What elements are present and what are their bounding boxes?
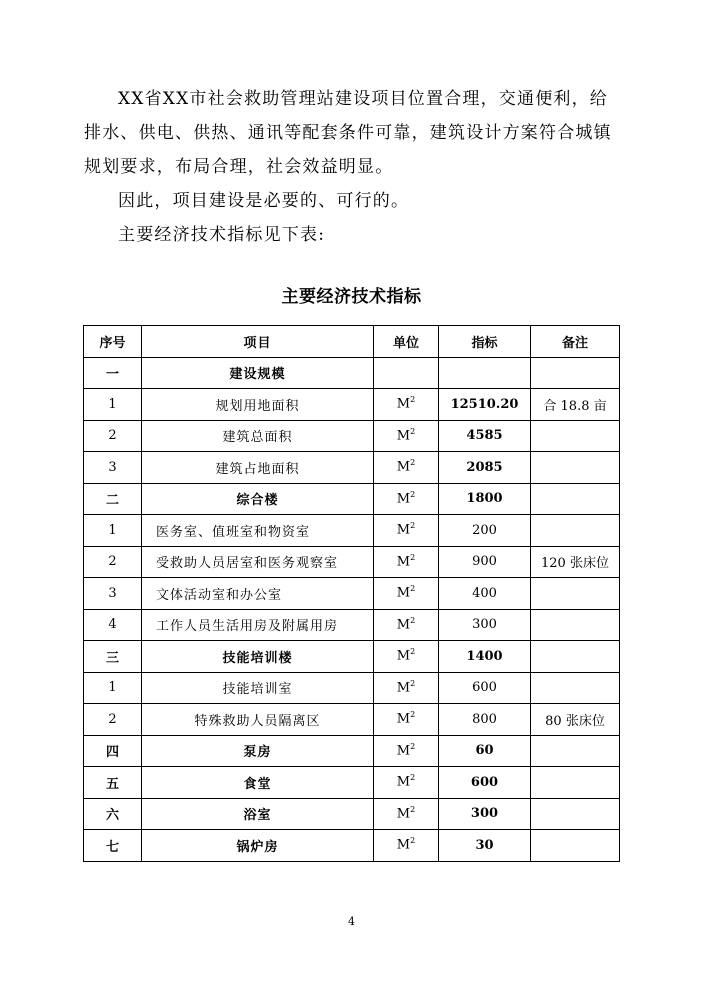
cell-unit <box>374 389 439 421</box>
cell-item: 建设规模 <box>142 357 374 389</box>
table-row <box>84 389 620 421</box>
unit-symbol: M <box>396 553 411 569</box>
cell-value: 200 <box>439 515 531 547</box>
unit-superscript: 2 <box>410 426 416 436</box>
indicators-table <box>83 325 620 862</box>
cell-note <box>531 609 620 641</box>
cell-note: 合 18.8 亩 <box>531 389 620 421</box>
unit-symbol: M <box>396 427 411 443</box>
header-value: 指标 <box>439 326 531 358</box>
cell-unit <box>374 357 439 389</box>
unit-symbol: M <box>396 805 411 821</box>
cell-unit <box>374 704 439 736</box>
unit-superscript: 2 <box>410 521 416 530</box>
cell-unit <box>374 483 439 515</box>
cell-value: 600 <box>439 767 531 799</box>
cell-no: 1 <box>84 672 142 704</box>
unit-symbol: M <box>396 616 411 632</box>
paragraph-conclusion: XX省XX市社会救助管理站建设项目位置合理，交通便利，给排水、供电、供热、通讯等配套条件可靠，建筑设计方案符合城镇规划要求，布局合理，社会效益明显。 <box>84 89 612 177</box>
cell-item: 医务室、值班室和物资室 <box>142 515 374 547</box>
unit-symbol: M <box>396 679 411 695</box>
cell-note <box>531 357 620 389</box>
unit-symbol: M <box>396 742 411 758</box>
cell-no: 1 <box>84 389 142 421</box>
cell-unit <box>374 420 439 452</box>
cell-value: 1400 <box>439 641 531 673</box>
unit-superscript: 2 <box>410 741 416 751</box>
unit-superscript: 2 <box>410 836 416 845</box>
table-row <box>84 830 620 862</box>
table-row <box>84 483 620 515</box>
table-row <box>84 609 620 641</box>
cell-item: 综合楼 <box>142 483 374 515</box>
cell-no: 一 <box>84 357 142 389</box>
cell-value: 900 <box>439 546 531 578</box>
cell-item: 技能培训室 <box>142 672 374 704</box>
table-row <box>84 641 620 673</box>
table-row <box>84 546 620 578</box>
cell-unit <box>374 767 439 799</box>
cell-item: 建筑占地面积 <box>142 452 374 484</box>
cell-no: 三 <box>84 641 142 673</box>
cell-item: 建筑总面积 <box>142 420 374 452</box>
cell-note: 120 张床位 <box>531 546 620 578</box>
cell-note <box>531 767 620 799</box>
cell-value <box>439 357 531 389</box>
table-row <box>84 578 620 610</box>
page-number: 4 <box>348 915 355 928</box>
header-no: 序号 <box>84 326 142 358</box>
cell-value: 60 <box>439 735 531 767</box>
cell-value: 600 <box>439 672 531 704</box>
cell-no: 七 <box>84 830 142 862</box>
cell-unit <box>374 546 439 578</box>
unit-superscript: 2 <box>410 395 416 404</box>
unit-superscript: 2 <box>410 615 416 625</box>
cell-no: 2 <box>84 704 142 736</box>
cell-note <box>531 452 620 484</box>
cell-unit <box>374 830 439 862</box>
cell-item: 浴室 <box>142 798 374 830</box>
unit-symbol: M <box>396 711 411 727</box>
table-row <box>84 515 620 547</box>
cell-note: 80 张床位 <box>531 704 620 736</box>
cell-unit <box>374 452 439 484</box>
cell-item: 技能培训楼 <box>142 641 374 673</box>
paragraph-feasibility: 因此，项目建设是必要的、可行的。 <box>118 191 410 211</box>
cell-unit <box>374 735 439 767</box>
unit-superscript: 2 <box>410 773 416 782</box>
table-row <box>84 452 620 484</box>
cell-item: 特殊救助人员隔离区 <box>142 704 374 736</box>
cell-item: 受救助人员居室和医务观察室 <box>142 546 374 578</box>
cell-value: 300 <box>439 609 531 641</box>
cell-value: 2085 <box>439 452 531 484</box>
paragraph-table-intro: 主要经济技术指标见下表: <box>118 225 326 245</box>
cell-unit <box>374 798 439 830</box>
cell-note <box>531 830 620 862</box>
cell-no: 3 <box>84 578 142 610</box>
cell-unit <box>374 578 439 610</box>
cell-value: 1800 <box>439 483 531 515</box>
cell-unit <box>374 609 439 641</box>
cell-no: 2 <box>84 546 142 578</box>
cell-no: 2 <box>84 420 142 452</box>
cell-no: 4 <box>84 609 142 641</box>
cell-item: 泵房 <box>142 735 374 767</box>
cell-value: 300 <box>439 798 531 830</box>
unit-symbol: M <box>396 396 411 412</box>
cell-item: 规划用地面积 <box>142 389 374 421</box>
table-row <box>84 420 620 452</box>
unit-superscript: 2 <box>410 584 416 593</box>
unit-superscript: 2 <box>410 678 416 688</box>
cell-unit <box>374 641 439 673</box>
cell-value: 800 <box>439 704 531 736</box>
unit-symbol: M <box>396 459 411 475</box>
cell-no: 1 <box>84 515 142 547</box>
table-row <box>84 798 620 830</box>
cell-value: 400 <box>439 578 531 610</box>
cell-unit <box>374 515 439 547</box>
cell-note <box>531 735 620 767</box>
unit-superscript: 2 <box>410 804 416 814</box>
cell-note <box>531 578 620 610</box>
cell-no: 二 <box>84 483 142 515</box>
table-row <box>84 672 620 704</box>
table-row <box>84 735 620 767</box>
cell-value: 12510.20 <box>439 389 531 421</box>
cell-item: 文体活动室和办公室 <box>142 578 374 610</box>
cell-item: 食堂 <box>142 767 374 799</box>
unit-symbol: M <box>396 490 411 506</box>
unit-superscript: 2 <box>410 647 416 656</box>
cell-no: 3 <box>84 452 142 484</box>
unit-symbol: M <box>396 774 411 790</box>
cell-item: 工作人员生活用房及附属用房 <box>142 609 374 641</box>
cell-item: 锅炉房 <box>142 830 374 862</box>
cell-note <box>531 641 620 673</box>
table-title: 主要经济技术指标 <box>281 287 422 307</box>
cell-note <box>531 672 620 704</box>
unit-superscript: 2 <box>410 710 416 719</box>
cell-no: 五 <box>84 767 142 799</box>
cell-unit <box>374 672 439 704</box>
unit-superscript: 2 <box>410 458 416 467</box>
table-body <box>84 357 620 861</box>
cell-no: 六 <box>84 798 142 830</box>
cell-note <box>531 420 620 452</box>
unit-symbol: M <box>396 837 411 853</box>
table-header-row <box>84 326 620 358</box>
cell-value: 4585 <box>439 420 531 452</box>
unit-symbol: M <box>396 648 411 664</box>
unit-symbol: M <box>396 585 411 601</box>
cell-no: 四 <box>84 735 142 767</box>
table-row <box>84 357 620 389</box>
header-note: 备注 <box>531 326 620 358</box>
table-row <box>84 767 620 799</box>
table-row <box>84 704 620 736</box>
cell-note <box>531 798 620 830</box>
cell-note <box>531 483 620 515</box>
unit-superscript: 2 <box>410 552 416 562</box>
unit-symbol: M <box>396 522 411 538</box>
header-unit: 单位 <box>374 326 439 358</box>
cell-note <box>531 515 620 547</box>
header-item: 项目 <box>142 326 374 358</box>
cell-value: 30 <box>439 830 531 862</box>
unit-superscript: 2 <box>410 489 416 499</box>
